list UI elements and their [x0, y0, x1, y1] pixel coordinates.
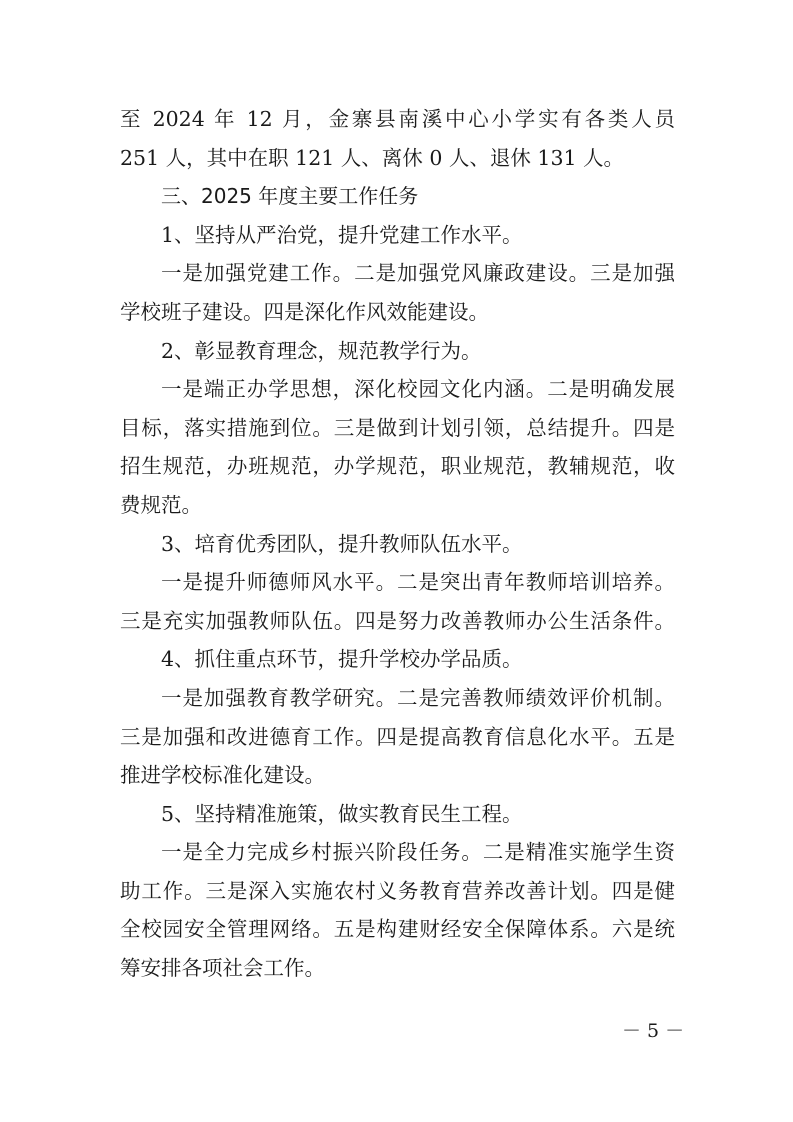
task-heading-2: 2、彰显教育理念，规范教学行为。 [161, 338, 482, 363]
section-heading: 三、2025 年度主要工作任务 [161, 184, 419, 209]
body-text [120, 100, 675, 988]
paragraph-line: 251 人，其中在职 121 人、离休 0 人、退休 131 人。 [120, 145, 625, 170]
task-heading-5: 5、坚持精准施策，做实教育民生工程。 [161, 801, 523, 826]
paragraph-line: 一是加强教育教学研究。二是完善教师绩效评价机制。 [161, 685, 675, 710]
paragraph-line: 全校园安全管理网络。五是构建财经安全保障体系。六是统 [120, 917, 675, 942]
paragraph-line: 助工作。三是深入实施农村义务教育营养改善计划。四是健 [120, 878, 675, 903]
paragraph-line: 筹安排各项社会工作。 [120, 956, 325, 981]
paragraph-line: 三是加强和改进德育工作。四是提高教育信息化水平。五是 [120, 724, 675, 749]
paragraph-line: 学校班子建设。四是深化作风效能建设。 [120, 299, 489, 324]
paragraph-line: 目标，落实措施到位。三是做到计划引领，总结提升。四是 [120, 415, 675, 440]
paragraph-line: 一是端正办学思想，深化校园文化内涵。二是明确发展 [161, 377, 675, 402]
page-number: － 5 － [622, 1020, 685, 1042]
paragraph-line: 一是加强党建工作。二是加强党风廉政建设。三是加强 [161, 261, 675, 286]
task-heading-1: 1、坚持从严治党，提升党建工作水平。 [161, 222, 523, 247]
paragraph-line: 推进学校标准化建设。 [120, 763, 325, 788]
paragraph-line: 三是充实加强教师队伍。四是努力改善教师办公生活条件。 [120, 608, 675, 633]
task-heading-4: 4、抓住重点环节，提升学校办学品质。 [161, 647, 523, 672]
paragraph-line: 一是提升师德师风水平。二是突出青年教师培训培养。 [161, 570, 675, 595]
task-heading-3: 3、培育优秀团队，提升教师队伍水平。 [161, 531, 523, 556]
paragraph-line: 招生规范，办班规范，办学规范，职业规范，教辅规范，收 [120, 454, 675, 479]
paragraph-line: 费规范。 [120, 492, 202, 517]
paragraph-line: 一是全力完成乡村振兴阶段任务。二是精准实施学生资 [161, 840, 675, 865]
paragraph-line: 至 2024 年 12 月，金寨县南溪中心小学实有各类人员 [120, 107, 675, 131]
